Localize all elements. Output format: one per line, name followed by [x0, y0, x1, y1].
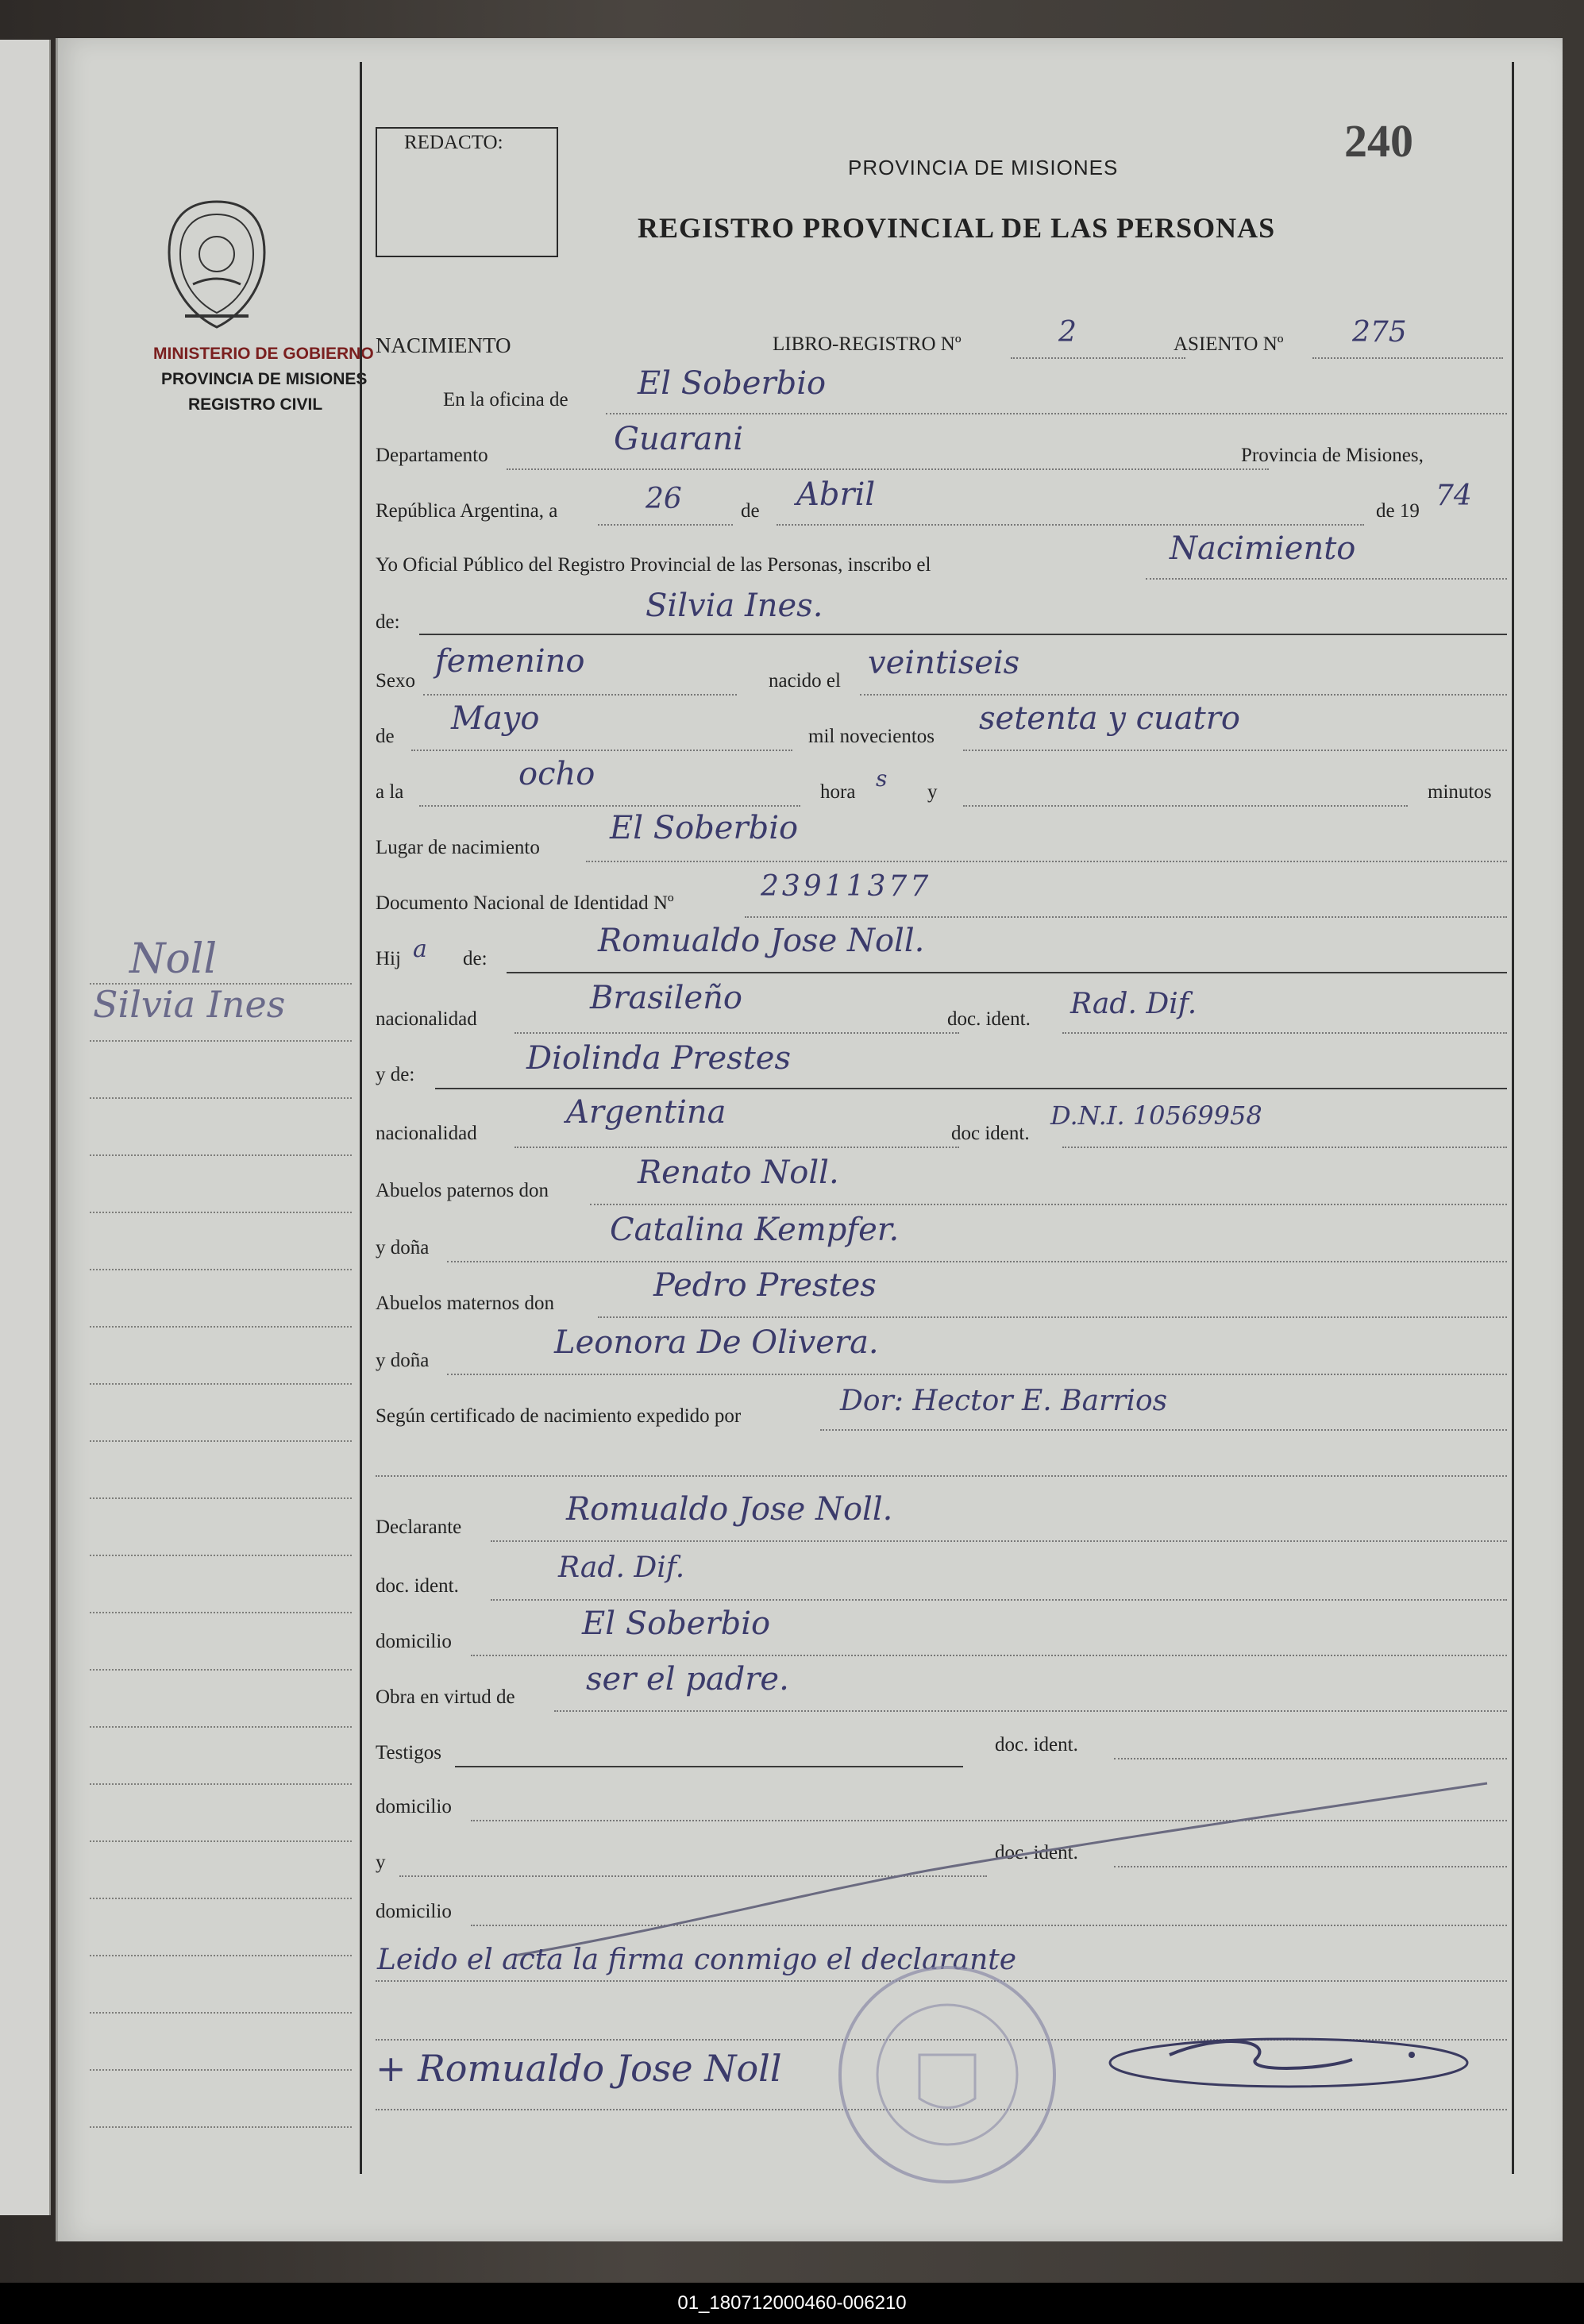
- declarante-value: Romualdo Jose Noll.: [566, 1491, 893, 1528]
- year-prefix: de 19: [1376, 500, 1420, 522]
- testigo2-domicilio-label: domicilio: [376, 1901, 452, 1922]
- day-value: 26: [646, 483, 682, 515]
- testigo2-doc-label: doc. ident.: [995, 1842, 1078, 1863]
- mil-label: mil novecientos: [808, 726, 935, 747]
- abuela-paterna-label: y doña: [376, 1237, 430, 1258]
- act-type-label: NACIMIENTO: [376, 333, 511, 357]
- rule: [447, 1261, 1507, 1262]
- margin-rule: [90, 1097, 352, 1099]
- rule: [491, 1599, 1507, 1601]
- rule: [860, 694, 1507, 696]
- margin-rule: [90, 1555, 352, 1556]
- libro-label: LIBRO-REGISTRO Nº: [773, 333, 962, 355]
- lugar-value: El Soberbio: [610, 810, 799, 846]
- registry-title: REGISTRO PROVINCIAL DE LAS PERSONAS: [638, 212, 1276, 244]
- rule: [376, 1475, 1507, 1477]
- asiento-value: 275: [1352, 316, 1407, 349]
- year-value: 74: [1436, 480, 1472, 512]
- rule: [606, 413, 1507, 414]
- y-label: y: [927, 781, 938, 803]
- rule: [1062, 1032, 1507, 1034]
- rule: [411, 750, 792, 751]
- official-stamp-icon: [832, 1960, 1062, 2190]
- rule: [423, 694, 737, 696]
- sexo-value: femenino: [435, 643, 585, 680]
- madre-doc-label: doc ident.: [951, 1123, 1030, 1144]
- birth-month-value: Mayo: [451, 700, 540, 737]
- rule: [963, 750, 1507, 751]
- padre-nacionalidad-label: nacionalidad: [376, 1008, 477, 1030]
- name-value: Silvia Ines.: [646, 588, 823, 624]
- testigo1-domicilio-label: domicilio: [376, 1796, 452, 1817]
- abuela-materna-value: Leonora De Olivera.: [554, 1324, 879, 1361]
- rule: [515, 1032, 959, 1034]
- margin-rule: [90, 1440, 352, 1442]
- margin-rule: [90, 1383, 352, 1385]
- page-number: 240: [1344, 115, 1413, 167]
- closing-text: Leido el acta la firma conmigo el declarante: [377, 1944, 1017, 1976]
- rule: [963, 805, 1408, 807]
- abuela-materna-label: y doña: [376, 1350, 430, 1371]
- margin-rule: [90, 1898, 352, 1899]
- oficial-text: Yo Oficial Público del Registro Provincial de las Personas, inscribo el: [376, 554, 931, 576]
- province-header: PROVINCIA DE MISIONES: [848, 156, 1119, 179]
- margin-rule: [90, 1212, 352, 1213]
- testigo1-doc-label: doc. ident.: [995, 1734, 1078, 1756]
- obra-label: Obra en virtud de: [376, 1686, 515, 1708]
- rule: [419, 634, 1507, 635]
- rule: [471, 1655, 1507, 1656]
- testigos-label: Testigos: [376, 1742, 441, 1763]
- lugar-label: Lugar de nacimiento: [376, 837, 540, 858]
- rule: [507, 972, 1507, 973]
- rule: [491, 1540, 1507, 1542]
- obra-value: ser el padre.: [586, 1661, 789, 1698]
- rule: [586, 861, 1507, 862]
- margin-rule: [90, 1955, 352, 1956]
- margin-given-name: Silvia Ines: [93, 983, 286, 1026]
- madre-nacionalidad-label: nacionalidad: [376, 1123, 477, 1144]
- hora-label: hora: [820, 781, 856, 803]
- testigo2-label: y: [376, 1852, 386, 1873]
- seal-registry-text: REGISTRO CIVIL: [188, 395, 323, 414]
- official-signature: [1098, 2023, 1495, 2095]
- rule: [1011, 357, 1185, 359]
- libro-value: 2: [1058, 316, 1077, 349]
- provincia-suffix: Provincia de Misiones,: [1241, 445, 1424, 466]
- rule: [1114, 1758, 1507, 1759]
- rule: [820, 1429, 1507, 1431]
- margin-rule: [90, 1669, 352, 1671]
- rule: [777, 524, 1364, 526]
- hij-suffix: a: [413, 935, 427, 963]
- abuela-paterna-value: Catalina Kempfer.: [610, 1212, 900, 1248]
- mil-value: setenta y cuatro: [979, 700, 1240, 737]
- register-page: [56, 38, 1563, 2241]
- declarante-domicilio-label: domicilio: [376, 1631, 452, 1652]
- margin-rule: [90, 983, 352, 985]
- padre-doc-label: doc. ident.: [947, 1008, 1031, 1030]
- margin-surname: Noll: [129, 935, 218, 983]
- margin-rule: [90, 2012, 352, 2014]
- rule: [745, 916, 1507, 918]
- rule: [1312, 357, 1503, 359]
- rule: [419, 805, 800, 807]
- rule: [598, 524, 733, 526]
- abuelo-materno-value: Pedro Prestes: [653, 1267, 877, 1304]
- rule: [590, 1204, 1507, 1205]
- margin-column: [58, 38, 374, 2241]
- acto-value: Nacimiento: [1170, 530, 1356, 567]
- madre-nacionalidad-value: Argentina: [566, 1094, 726, 1131]
- rule: [455, 1766, 963, 1767]
- de-birth-label: de: [376, 726, 395, 747]
- hora-value: ocho: [518, 756, 595, 792]
- abuelos-paternos-label: Abuelos paternos don: [376, 1180, 549, 1201]
- cancel-stroke: [515, 1777, 1499, 1960]
- madre-value: Diolinda Prestes: [526, 1040, 791, 1077]
- declarante-label: Declarante: [376, 1517, 462, 1538]
- dni-value: 23911377: [761, 870, 932, 903]
- de-label: de: [741, 500, 760, 522]
- redacto-label: REDACTO:: [404, 132, 503, 153]
- abuelo-paterno-value: Renato Noll.: [638, 1154, 839, 1191]
- seal-ministry-text: MINISTERIO DE GOBIERNO: [153, 345, 374, 363]
- declarante-domicilio-value: El Soberbio: [582, 1605, 771, 1642]
- margin-rule: [90, 1040, 352, 1042]
- oficina-value: El Soberbio: [638, 365, 827, 402]
- hij-de-label: de:: [463, 948, 488, 969]
- rule: [507, 468, 1269, 470]
- hora-plural: s: [876, 765, 888, 792]
- margin-rule: [90, 1269, 352, 1270]
- minutos-label: minutos: [1428, 781, 1492, 803]
- hij-label: Hij: [376, 948, 401, 969]
- padre-nacionalidad-value: Brasileño: [590, 980, 742, 1016]
- departamento-value: Guarani: [614, 421, 744, 457]
- declarante-doc-label: doc. ident.: [376, 1575, 459, 1597]
- oficina-label: En la oficina de: [443, 389, 568, 410]
- sexo-label: Sexo: [376, 670, 415, 692]
- margin-rule: [90, 1497, 352, 1499]
- republica-label: República Argentina, a: [376, 500, 558, 522]
- margin-rule: [90, 1783, 352, 1785]
- margin-rule: [90, 1326, 352, 1328]
- abuelos-maternos-label: Abuelos maternos don: [376, 1293, 554, 1314]
- padre-value: Romualdo Jose Noll.: [598, 923, 925, 959]
- seal-province-text: PROVINCIA DE MISIONES: [161, 370, 368, 388]
- departamento-label: Departamento: [376, 445, 488, 466]
- certificado-value: Dor: Hector E. Barrios: [840, 1385, 1168, 1417]
- rule: [598, 1316, 1507, 1318]
- yde-label: y de:: [376, 1064, 415, 1085]
- rule: [1062, 1147, 1507, 1148]
- madre-doc-value: D.N.I. 10569958: [1050, 1100, 1262, 1131]
- previous-page-edge: [0, 40, 51, 2215]
- redacto-box: [376, 127, 558, 257]
- margin-rule: [90, 1154, 352, 1156]
- margin-rule: [90, 2069, 352, 2071]
- margin-rule: [90, 1840, 352, 1842]
- de-name-label: de:: [376, 611, 400, 633]
- month-value: Abril: [796, 476, 876, 513]
- margin-rule: [90, 1612, 352, 1613]
- coat-of-arms-seal-icon: [161, 197, 272, 332]
- certificado-label: Según certificado de nacimiento expedido por: [376, 1405, 742, 1427]
- padre-doc-value: Rad. Dif.: [1070, 988, 1197, 1020]
- image-caption: 01_180712000460-006210: [0, 2283, 1584, 2324]
- rule: [435, 1088, 1507, 1089]
- rule: [447, 1374, 1507, 1375]
- declarante-signature: + Romualdo Jose Noll: [376, 2047, 782, 2090]
- rule: [1146, 578, 1507, 580]
- asiento-label: ASIENTO Nº: [1174, 333, 1284, 355]
- rule: [554, 1710, 1507, 1712]
- margin-rule: [90, 2126, 352, 2128]
- nacido-value: veintiseis: [868, 645, 1020, 681]
- nacido-label: nacido el: [769, 670, 841, 692]
- ala-label: a la: [376, 781, 404, 803]
- margin-rule: [90, 1726, 352, 1728]
- dni-label: Documento Nacional de Identidad Nº: [376, 892, 674, 914]
- rule: [515, 1147, 959, 1148]
- declarante-doc-value: Rad. Dif.: [558, 1551, 685, 1584]
